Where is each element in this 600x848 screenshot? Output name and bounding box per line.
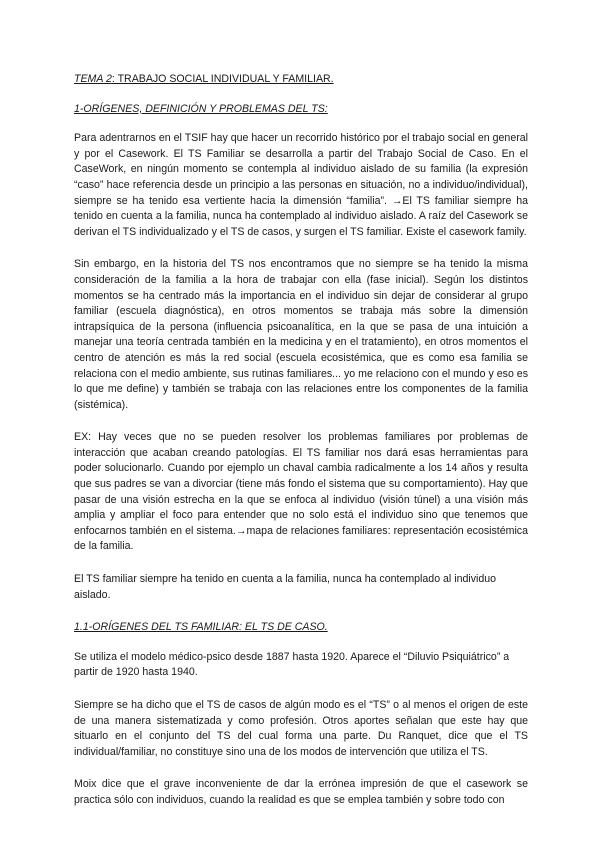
paragraph-example: EX: Hay veces que no se pueden resolver los problemas familiares por problemas de interacción que acaban creando patologías. El TS familiar nos dará esas herramientas para poder solucionarlo. Cuando por ejemplo un chaval cambia radicalmente a los 14 años y resulta que sus padres se van a divorciar (tiene más fondo el sistema que su comportamiento). Hay que pasar de una visión estrecha en la que se enfoca al individuo (visión túnel) a una visión más amplia y ampliar el foco para entender que no solo está el individuo sino que tenemos que enfocarnos también en el sistema.→mapa de relaciones familiares: representación ecosistémica de la familia.	[74, 431, 528, 553]
document-title	[74, 72, 528, 88]
section-heading-1: 1-ORÍGENES, DEFINICIÓN Y PROBLEMAS DEL TS:	[74, 102, 328, 115]
title-rest: : TRABAJO SOCIAL INDIVIDUAL Y FAMILIAR.	[111, 73, 334, 85]
paragraph-case-origin: Siempre se ha dicho que el TS de casos de algún modo es el “TS” o al menos el origen de este de una manera sistematizada y como profesión. Otros aportes señalan que este hay que situarlo en el conjunto del TS del cual forma una parte. Du Ranquet, dice que el TS individual/familiar, no constituye sino una de los modos de intervención que utiliza el TS.	[74, 699, 528, 758]
paragraph-summary: El TS familiar siempre ha tenido en cuenta a la familia, nunca ha contemplado al individuo aislado.	[74, 573, 497, 601]
paragraph-history: Sin embargo, en la historia del TS nos encontramos que no siempre se ha tenido la misma consideración de la familia a la hora de trabajar con ella (fase inicial). Según los distintos momentos se ha centrado más la importancia en el individuo sin dejar de considerar al grupo familiar (escuela diagnóstica), en otros momentos se trabaja más sobre la dimensión intrapsíquica de la persona (influencia psicoanalítica, en la que se pasa de una intuición a manejar una teoría centrada también en la medicina y en el tratamiento), en otros momentos el centro de atención es más la red social (escuela ecosistémica, que es como esa familia se relaciona con el medio ambiente, sus rutinas familiares... yo me relaciono con el mundo y eso es lo que me define) y también se trabaja con las relaciones entre los componentes de la familia (sistémica).	[74, 258, 528, 411]
paragraph-moix: Moix dice que el grave inconveniente de dar la errónea impresión de que el casework se practica sólo con individuos, cuando la realidad es que se emplea también y sobre todo con	[74, 778, 528, 806]
paragraph-model: Se utiliza el modelo médico-psico desde 1887 hasta 1920. Aparece el “Diluvio Psiquiátrico” a partir de 1920 hasta 1940.	[74, 650, 510, 679]
title-prefix: TEMA 2	[74, 73, 112, 85]
section-heading-1-1: 1.1-ORÍGENES DEL TS FAMILIAR: EL TS DE CASO.	[74, 621, 328, 634]
document-body	[74, 72, 528, 826]
paragraph-intro: Para adentrarnos en el TSIF hay que hacer un recorrido histórico por el trabajo social en general y por el Casework. El TS Familiar se desarrolla a partir del Trabajo Social de Caso. En el CaseWork, en ningún momento se contempla al individuo aislado de su familia (la expresión “caso” hace referencia desde un principio a las personas en situación, no a individuo/individual), siempre se ha tenido esa vertiente hacia la dimensión “familia”. →El TS familiar siempre ha tenido en cuenta a la familia, nunca ha contemplado al individuo aislado. A raíz del Casework se derivan el TS individualizado y el TS de casos, y surgen el TS familiar. Existe el casework family.	[74, 132, 528, 238]
